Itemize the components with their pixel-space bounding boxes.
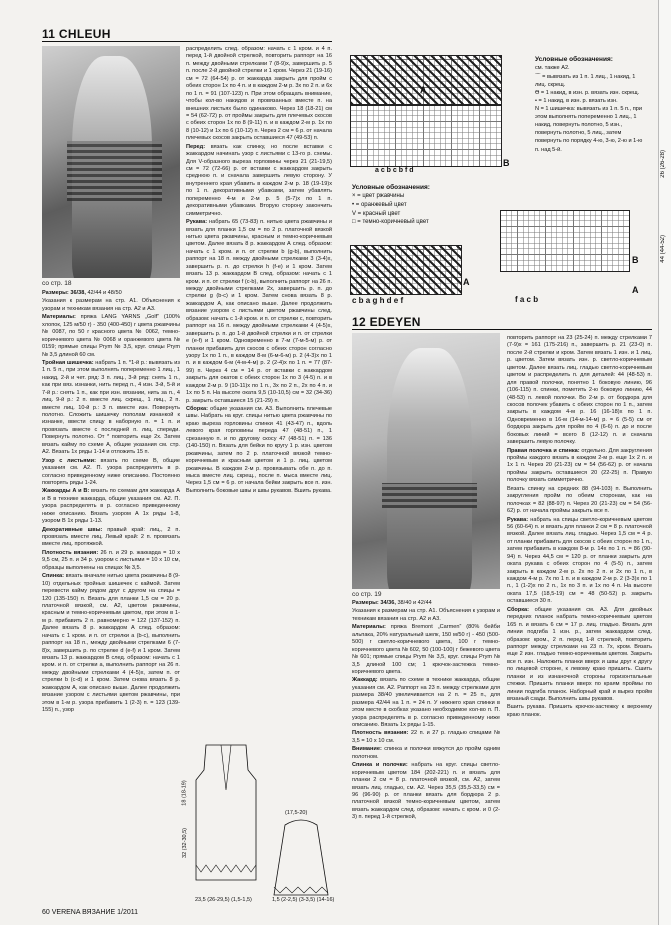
paragraph: Внимание: спинка и полочки вяжутся до пройм одним полотном. [352,746,500,760]
model-photo-chleuh [42,46,180,278]
paragraph: Правая полочка и спинка: отдельно. Для закругления проймы каждого вязать в каждом 2-м р. еще 1х 2 п. и 1х 1 п. Через 20 (21-23) см = 54 (56-62) р. от начала проймы закрыть оставшиеся 20 (22-25) п. Правую полочку вязать симметрично. [507,447,652,484]
paragraph: Сборка: общие указания см. А3. Для двойных передних планок набрать темно-коричневым цветом 165 п. и вязать 6 см = 17 р. лиц. гладью. Вязать для линии подгиба 1 изн. р., затем жаккардом след. образом: кром., 2 п. перед 1-й стрелкой, повторить раппорт между стрелками на 23 п. 7х, кром. Вязать еще 2 изн. гладью темно-коричневым цветом. Закрыть все п. изн. Наложить планки вверх и швы друг к другу по лицевой стороне, к левому краю пришить. Сшить планки и из изнаночной стороны горизонтальные стежки. Пришить планки вверх по краям проймы по линии подгиба планок. Наборный край и вырез пройм вязаный сзади. Выполнить швы рукавов. [507,606,652,702]
chart-label-a1: A [420,85,427,95]
chart-arrows-3: f a c b [515,295,539,304]
legend2-item: • = 1 накид, в изн. р. вязать изн. [535,97,618,104]
photo-caption-1: со стр. 18 [42,280,72,287]
sidebar-dim-mid: 44 (44-52) [660,235,666,263]
adjacent-page-edge [658,0,671,925]
paragraph: Тройная шишечка: набрать 1 п. *1-й р.: вывязать из 1 п. 5 п., при этом выполнять попеременно 1 лиц., 1 накид, 2-й и чет. ряд: 3 п. лиц., 3-й ряд: снять 1 п., как при вяз. изнанки, нить перед п., 4 изн. 3-й, 5-й и 7-й р.: снять 1 п., как при изн. вязании, нить за п., 4 лиц. 9-й р.: 2 п. вместе лиц. скрещ., 1 лиц., 2 п. вместе лиц. 10-й р.: 3 п. вместе изн. Повернуть полотно. Сложить шишечку пополам изнанкой к изнанке, ввести спицу в наборную п. = 1 п. и провязать вместе с последней п. лиц. спереди. Повернуть полотно. От * повторить еще 2х. Затем вязать кайму по схеме А, общие указания см. стр. А2. Вязать 1х ряды 1-14 и отложить 15 п. [42,359,180,456]
schematic2-dim-bottom: 1,5 (2-2,5) (3-3,5) (14-16) [272,897,335,903]
instructions-column-2 [186,46,332,736]
header-rule-left [42,41,332,42]
model-figure-2 [387,348,472,589]
chart-arrows-2: c b a g h d e f [352,296,404,305]
chart-border-a [350,55,502,105]
paragraph: Сборка: общие указания см. А3. Выполнить плечевые швы. Набрать на круг. спицы нитью цвета ржавчины по краю выреза горловины спинки 41 (43-47) п., вдоль левого края горловины переда 47 (48-51) п., 1 срезанную п. и по другому скосу 47 (48-51) п. = 136 (140-150) п. Вязать для бейки по кругу 1 р. изн. цветом ржавчины, затем по 2 р. платочной вязкой темно-коричневым и красным цветом и 1 р. лиц. цветом ржавчины. В каждом 2-м р. провязывать обе п. до п. мыса вместе лиц. скрещ., после п. мыса вместе лиц. Через 1,5 см = 6 р. от начала бейки закрыть все п. изн. Выполнить боковые швы и швы рукавов. Вшить рукава. [186,406,332,494]
paragraph: Материалы: пряжа Bremont „Carmen“ (80% бейби альпака, 20% натуральный шелк, 150 м/50 г) - 450 (500-500) г светло-коричневого цвета, 100 г темно-коричневого цвета № 602, 50 (100-100) г бежевого цвета № 601; прямые спицы Prym № 3,5, круг. спицы Prym № 3,5 длиной 100 см; 1 крючок-застежка темно-коричневого цвета. [352,624,500,675]
schematic-front-back [186,740,266,905]
legend-item: V = красный цвет [352,210,401,217]
paragraph: Рукава: набрать на спицы светло-коричневым цветом 56 (60-64) п. и вязать для планки 2 см = 8 р. платочной вязкой. Далее вязать лиц. гладью. Через 1,5 см = 4 р. от планки прибавить для скосов с обеих сторон по 1 п., затем прибавить в каждом 8-м р. 14х по 1 п. = 86 (90-94) п. Через 44,5 см = 120 р. от планки закрыть для оката рукава с обеих сторон по 4 (5-5) п., затем закрыть в каждом 2-м р. 2х по 2 п. и 2х по 1 п., в каждом 4-м р. 7х по 1 п. и в каждом 2-м р. 2 (3-3)х по 1 п., 1 (1-2)х по 2 п., 1х по 3 п. и 1х по 4 п. На высоте оката 17,5 (18,5-19) см = 48 (50-52) р. закрыть оставшиеся 30 п. [507,516,652,605]
legend2-note: см. также А2. [535,65,570,72]
section-header-chleuh: 11 CHLEUH [42,27,111,41]
instructions-column-3 [352,600,500,902]
schematic1-dim-b: 32 (32-30,5) [181,828,188,858]
legend-item: × = цвет ржавчины [352,193,405,200]
legend-item: □ = темно-коричневый цвет [352,219,429,226]
paragraph: повторить раппорт на 23 (25-24) п. между стрелками 7 (7-9)х = 161 (175-216) п., завершить р. 21 (23-0) п. после 2-й стрелки и кром. Затем вязать 1 изн. и 1 лиц. р. цветом. Затем вязать изн. р. светло-коричневым цветом. Далее вязать лиц. гладью светло-коричневым цветом и распределить п. для деталей: 44 (48-53) п. для правой полочки, понятно 1 боковую линию, 96 (106-115) п. спинки, пометить 2-ю боковую линию, 44 (48-53) п. левой полочки. Во 2-м р. от бордюра для скосов полочек убавить с обеих сторон по 1 п., затем закрыть в каждом 4-м р. 16 (16-18)х по 1 п. Одновременно в 16-м (14-м-14-м) р. = 6 (5-5) см от бордюра закрыть для пройм по 4 (6-6) п. до и после боковых линий = всего 8 (12-12) п. и сначала завершить левую полочку. [507,335,652,446]
paragraph: Спинка: вязать вначале нитью цвета ржавчины 8 (9-10) отдельных тройных шишечек с каймой. Затем перевести кайму рядом друг с другом на спицы = 120 (135-150) п. Вязать для планки 1,5 см = 20 р. платочной вязкой, см. А2, цветом ржавчины, красным и темно-коричневым цветом, при этом в 1-м р. прибавить 2 п. равномерно = 122 (137-152) п. Далее вязать 8 р. жаккардом А след. образом: начать с 1 кром. и п. от стрелки а (b-c), выполнить раппорт на 18 п., между двойными стрелками 6 (7-8)х, завершить р. по стрелке d (e-f) и 1 кром. Затем вязать 13 р. жаккардом В след. образом: начать с 1 кром. и п. от стрелки a, выполнить раппорт на 26 п. между двойными стрелками 4 (4-5)х, затем п. от стрелки b (c-d) и 1 кром. Затем снова вязать 8 р. жаккардом А, как описано выше. Далее продолжить вязание узором с листьями цветом ржавчины, при этом в 1-м р. узора прибавить 1 (2-3) п. = 123 (139-155) п., узор [42,573,180,714]
model-photo-edeyen [352,333,500,589]
paragraph: Спинка и полочки: набрать на круг. спицы светло-коричневым цветом 184 (202-221) п. и вязать для планки 2 см = 8 р. платочной вязкой, см. А2, затем вязать лиц. гладью, см. А2. Через 35,5 (35,5-33,5) см = 96 (96-90) р. от планки вязать для бордюра 2 р. платочной вязкой темно-коричневым цветом, затем вязать жаккардом след. образом: начать с кром. и 0 (2-3) п. перед 1-й стрелкой, [352,762,500,821]
chart-jacquard-b [350,105,502,167]
chart-label-a2: A [463,277,470,287]
paragraph: Узор с листьями: вязать по схеме В, общие указания см. А2. П. узора распределять в р. согласно приведенному ниже описанию. Постоянно повторять ряды 1-24. [42,457,180,486]
legend-chleuh [352,183,502,227]
paragraph: Размеры: 36/38, 42/44 и 48/50 [42,290,122,296]
schematic1-dim-a: 18 (18-19) [181,780,188,806]
chart-jacquard-a2 [350,245,462,295]
paragraph: Жаккард: вязать по схеме в технике жаккарда, общие указания см. А2. Раппорт на 23 п. между стрелками для размера 38/40 увеличивается на 2 п. = 25 п., для размера 42/44 на 1 п. = 24 п. У нижнего края спинки в этом месте в скобках указано необходимое кол-во п. П. узора распределять в р. согласно приведенному ниже описанию. Вязать 1х ряды 1-15. [352,677,500,728]
cardigan-border [382,483,477,508]
schematic1-dim-bottom: 23,5 (26-29,5) (1,5-1,5) [195,897,252,903]
chart-label-b1: B [503,158,510,168]
section-header-edeyen: 12 EDEYEN [352,315,421,329]
chart-label-a3: A [632,285,639,295]
paragraph: Рукава: набрать 65 (73-83) п. нитью цвета ржавчины и вязать для планки 1,5 см = по 2 р. платочной вязкой нитью цвета ржавчины, красным и темно-коричневым цветом. Далее вязать 8 р. жаккардом А след. образом: начать с 1 кром. и п. от стрелки b (g-b), выполнить раппорт на 18 п. между двойными стрелками 3 (3-4)х, завершить р. п. до стрелки h (f-e) и 1 кром. Затем вязать 13 р. жаккардом В след. образом: начать с 1 кром. и п. от стрелки f (c-b), выполнить раппорт на 26 п. между двойными стрелками 2х, завершить р. п. до стрелки g (b-c) и 1 кром. Затем снова вязать 8 р. жаккардом А, как описано выше. Далее продолжить вязание узором с листьями цветом ржавчины след. образом: начать с 1-й кром. и п. от стрелки с, повторить раппорт на 16 п. между двойными стрелками 4 (4-5)х, завершить р. п. до 1-й двойной стрелки и п. от стрелки е (e-f) и 1 кром. Одновременно в 7-м (7-м-5-м) р. от планки прибавить для скосов с обеих сторон согласно узору 1х по 1 п., в каждом 8-м (6-м-6-м) р. 2 (4-3)х по 1 п. и в каждом 6-м (4-м-4-м) р. 2 (2-4)х по 1 п. = 77 (87-99) п. Через 4 см = 14 р. от вставки с жаккардом закрыть для окатов с обеих сторон 1х по 3 (4-5) п. и в каждом 2-м р. 9 (10-11)х по 1 п., 3х по 2 п., 2х по 4 п. и 1х по 5 п. На высоте оката 9,5 (10-10,5) см = 32 (34-36) р. закрыть оставшиеся 15 (21-29) п. [186,219,332,404]
paragraph: Декоративные швы: правый край: лиц., 2 п. провязать вместе лиц. Левый край: 2 п. провязать вместе лиц. протяжкой. [42,526,180,548]
legend2-title: Условные обозначения: [535,56,613,63]
chart-leaf-pattern [500,210,630,272]
legend2-item: ⌒ = вывязать из 1 п. 1 лиц., 1 накид, 1 лиц. скрещ. [535,73,636,88]
page-footer: 60 VERENA ВЯЗАНИЕ 1/2011 [42,909,139,916]
instructions-column-1 [42,290,180,902]
chart-label-b2: B [632,255,639,265]
sidebar-dim-top: 26 (26-28) [660,150,666,178]
schematic-sleeve [270,815,335,905]
legend2-item: N = 1 шишечка: вывязать из 1 п. 5 п., при этом выполнять попеременно 1 лиц., 1 накид, повернуть полотно, 5 изн., повернуть полотно, 5 лиц., затем повернуть по порядку 4-ю, 3-ю, 2-ю и 1-ю п. над 5-й. [535,105,643,153]
paragraph: Вшить рукава. Пришить крючок-застежку к верхнему краю планок. [507,704,652,718]
header-rule-right [352,329,652,330]
schematic2-dim-top: (17,5-20) [285,810,308,816]
paragraph: Материалы: пряжа LANG YARNS „Golf“ (100% хлопок, 125 м/50 г) - 350 (400-450) г цвета ржавчины № 0087, по 50 г красного цвета № 0062, темно-коричневого цвета № 0068 и оранжевого цвета № 0159; прямые спицы Prym № 3,5, круг. спицы Prym № 3,5 длиной 60 см. [42,314,180,358]
paragraph: распределить след. образом: начать с 1 кром. и 4 п. перед 1-й двойной стрелкой, повторить раппорт на 16 п. между двойными стрелками 7 (8-9)х, завершить р. 5 п. после 2-й двойной стрелки и 1 кром. Через 21 (19-16) см = 72 (64-54) р. от жаккарда закрыть для пройм с обеих сторон 1х по 4 п. и в каждом 2-м р. 3х по 2 п. и 6х по 1 п. = 91 (107-123) п. При этом обращать внимание, чтобы кол-во накидов и провязанных вместе п. на внешних листьях было одинаково. Через 18 (18-21) см = 54 (62-72) р. от проймы закрыть для плечевых скосов с обеих сторон 1х по 8 (9-11) п. и в каждом 2-м р. 1х по 8 (10-12) и 1х по 6 (10-12) п. Через 2 см = 6 р. от начала плечевых скосов закрыть оставшиеся 47 (49-53) п. [186,46,332,142]
legend-symbols [535,55,647,154]
photo-caption-2: со стр. 19 [352,591,382,598]
paragraph: Перед: вязать как спинку, но после вставки с жаккардом начинать узор с листьями с 13-го р. схемы. Для V-образного выреза горловины через 21 (21-19,5) см = 72 (72-66) р. от вставки с жаккардом закрыть среднюю п. и сначала завершить левую сторону. У внутреннего края убавить в каждом 2-м р. 18 (19-19)х по 1 п. декоративными убавками, затем убавлять попеременно 4-м и 2-м р. 5 (5-7)х по 1 п. декоративными убавками. Вторую сторону закончить симметрично. [186,143,332,217]
sweater-pattern [67,141,162,201]
paragraph: Размеры: 34/36, 38/40 и 42/44 [352,600,432,606]
paragraph: Плотность вязания: 26 п. и 29 р. жаккарда = 10 х 9,5 см, 25 п. и 34 р. узором с листьями = 10 х 10 см, образцы выполнены на спицах № 3,5. [42,549,180,571]
paragraph: Вязать спинку на средних 88 (94-103) п. Выполнить закругления пройм по обеим сторонам, как на полочках = 82 (88-97) п. Через 20 (21-23) см = 54 (56-62) р. от начала проймы закрыть все п. [507,485,652,515]
paragraph: Указания к размерам на стр. А1. Объяснения к узорам и техникам вязания на стр. А2 и А3. [352,608,500,622]
paragraph: Плотность вязания: 22 п. и 27 р. гладью спицами № 3,5 = 10 х 10 см. [352,730,500,744]
chart-arrows-1: a c b c b f d [375,167,414,174]
legend-title: Условные обозначения: [352,184,430,191]
legend-item: • = оранжевый цвет [352,202,407,209]
paragraph: Указания к размерам на стр. А1. Объяснения к узорам и техникам вязания на стр. А2 и А3. [42,298,180,312]
paragraph: Жаккарды А и В: вязать по схемам для жаккарда А и В в технике жаккарда, общие указания см. А2. П. узора распределять в р. согласно приведенному ниже описанию. Вязать узором А 1х ряды 1-8, узором В 1х ряды 1-13. [42,488,180,525]
legend2-item: ϴ = 1 накид, в изн. р. вязать изн. скрещ. [535,89,640,96]
instructions-column-4 [507,335,652,903]
